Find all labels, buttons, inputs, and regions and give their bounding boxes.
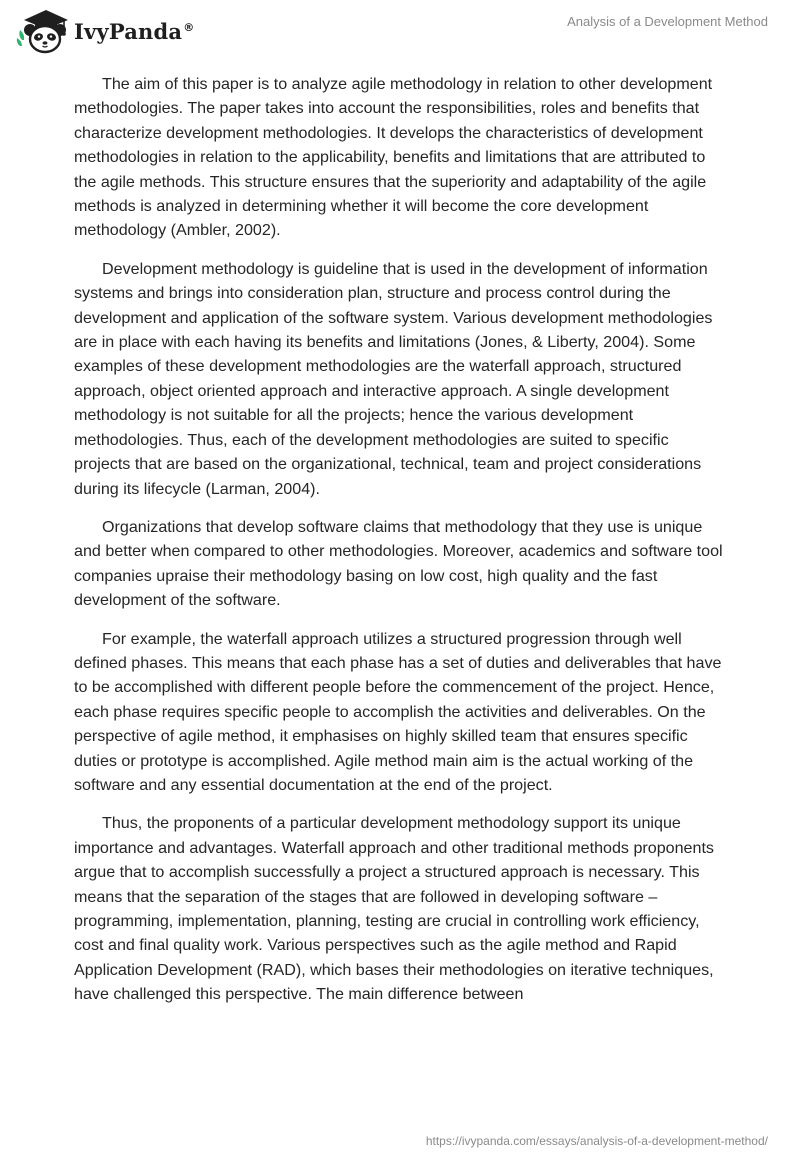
brand-name <box>74 19 194 44</box>
essay-body <box>74 72 726 1021</box>
document-title: Analysis of a Development Method <box>567 14 768 29</box>
page-header <box>0 0 800 60</box>
paragraph: Organizations that develop software claims that methodology that they use is unique and better when compared to other methodologies. Moreover, academics and software tool companies upraise their methodology basing on low cost, high quality and the fast development of the software. <box>74 517 723 610</box>
registered-mark: ® <box>183 20 195 34</box>
source-url-link[interactable]: https://ivypanda.com/essays/analysis-of-a-development-method/ <box>425 1134 768 1148</box>
paragraph: Thus, the proponents of a particular development methodology support its unique importance and advantages. Waterfall approach and other traditional methods proponents argue that to accomplish successfully a project a structured approach is necessary. This means that the separation of the stages that are followed in developing software – programming, implementation, planning, testing are crucial in controlling work efficiency, cost and final quality work. Various perspectives such as the agile method and Rapid Application Development (RAD), which bases their methodologies on iterative techniques, have challenged this perspective. The main difference between <box>74 814 714 1004</box>
paragraph: Development methodology is guideline that is used in the development of information systems and brings into consideration plan, structure and process control during the development and application of the software system. Various development methodologies are in place with each having its benefits and limitations (Jones, & Liberty, 2004). Some examples of these development methodologies are the waterfall approach, structured approach, object oriented approach and interactive approach. A single development methodology is not suitable for all the projects; hence the various development methodologies. Thus, each of the development methodologies are suited to specific projects that are based on the organizational, technical, team and project considerations during its lifecycle (Larman, 2004). <box>74 259 713 498</box>
ivypanda-logo[interactable] <box>16 6 194 56</box>
panda-logo-icon <box>16 6 72 56</box>
paragraph: The aim of this paper is to analyze agile methodology in relation to other development methodologies. The paper takes into account the responsibilities, roles and benefits that characterize development methodologies. It develops the characteristics of development methodologies in relation to the applicability, benefits and limitations that are attributed to the agile methods. This structure ensures that the superiority and adaptability of the agile methods is analyzed in determining whether it will become the core development methodology (Ambler, 2002). <box>74 75 713 240</box>
brand-name-text: IvyPanda <box>74 18 183 44</box>
paragraph: For example, the waterfall approach utilizes a structured progression through well defined phases. This means that each phase has a set of duties and deliverables that have to be accomplished with different people before the commencement of the project. Hence, each phase requires specific people to accomplish the activities and deliverables. On the perspective of agile method, it emphasises on highly skilled team that ensures specific duties or prototype is accomplished. Agile method main aim is the actual working of the software and any essential documentation at the end of the project. <box>74 629 722 794</box>
